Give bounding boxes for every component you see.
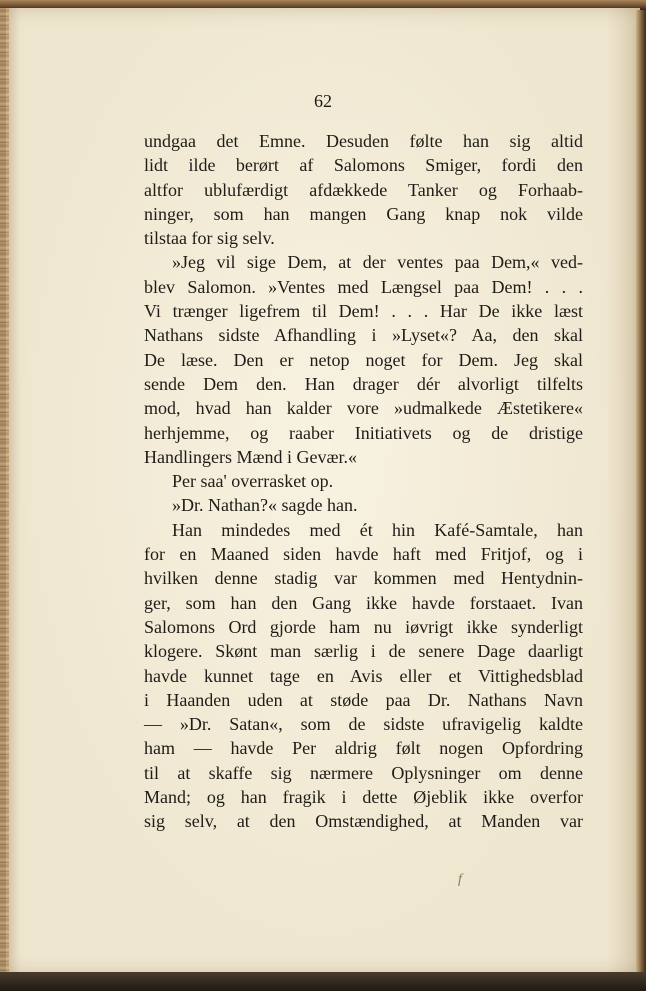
text-line: sende Dem den. Han drager dér alvorligt tilfelts xyxy=(144,373,583,394)
text-line: Handlingers Mænd i Gevær.« xyxy=(144,446,357,467)
text-line: De læse. Den er netop noget for Dem. Jeg skal xyxy=(144,349,583,370)
text-line: Salomons Ord gjorde ham nu iøvrigt ikke synderligt xyxy=(144,616,583,637)
text-line: »Dr. Nathan?« sagde han. xyxy=(172,495,358,516)
right-page-edge xyxy=(636,10,646,972)
page-number: 62 xyxy=(314,91,332,111)
text-line: i Haanden uden at støde paa Dr. Nathans Navn xyxy=(144,689,583,710)
text-line: ger, som han den Gang ikke havde forstaaet. Ivan xyxy=(144,592,583,613)
left-page-edge xyxy=(0,8,9,974)
text-line: ninger, som han mangen Gang knap nok vilde xyxy=(144,203,583,224)
text-line: undgaa det Emne. Desuden følte han sig altid xyxy=(144,131,583,151)
text-line: klogere. Skønt man særlig i de senere Dage daarligt xyxy=(144,641,583,662)
text-line: — »Dr. Satan«, som de sidste ufravigelig kaldte xyxy=(144,714,583,735)
text-line: Mand; og han fragik i dette Øjeblik ikke overfor xyxy=(144,787,583,808)
bottom-binding-edge xyxy=(0,972,646,991)
text-line: for en Maaned siden havde haft med Fritjof, og i xyxy=(144,544,583,565)
text-line: Nathans sidste Afhandling i »Lyset«? Aa, den skal xyxy=(144,325,583,346)
text-line: herhjemme, og raaber Initiativets og de dristige xyxy=(144,422,583,443)
text-line: havde kunnet tage en Avis eller et Vittighedsblad xyxy=(144,665,583,686)
text-line: tilstaa for sig selv. xyxy=(144,228,275,249)
pencil-mark: f xyxy=(458,872,462,887)
text-line: blev Salomon. »Ventes med Længsel paa Dem! . . . xyxy=(144,276,583,297)
text-line: mod, hvad han kalder vore »udmalkede Æstetikere« xyxy=(144,398,583,419)
text-line: »Jeg vil sige Dem, at der ventes paa Dem,« ved- xyxy=(172,252,583,273)
text-line: lidt ilde berørt af Salomons Smiger, fordi den xyxy=(144,155,583,176)
text-line: Han mindedes med ét hin Kafé-Samtale, han xyxy=(172,519,583,540)
text-line: til at skaffe sig nærmere Oplysninger om denne xyxy=(144,762,583,783)
text-line: Vi trænger ligefrem til Dem! . . . Har De ikke læst xyxy=(144,301,583,322)
text-line: hvilken denne stadig var kommen med Hentydnin- xyxy=(144,568,583,589)
body-text xyxy=(144,129,583,834)
text-line: altfor ublufærdigt afdækkede Tanker og Forhaab- xyxy=(144,179,583,200)
text-line: ham — havde Per aldrig følt nogen Opfordring xyxy=(144,738,583,759)
text-line: sig selv, at den Omstændighed, at Manden var xyxy=(144,811,583,832)
text-line: Per saa' overrasket op. xyxy=(172,471,334,492)
